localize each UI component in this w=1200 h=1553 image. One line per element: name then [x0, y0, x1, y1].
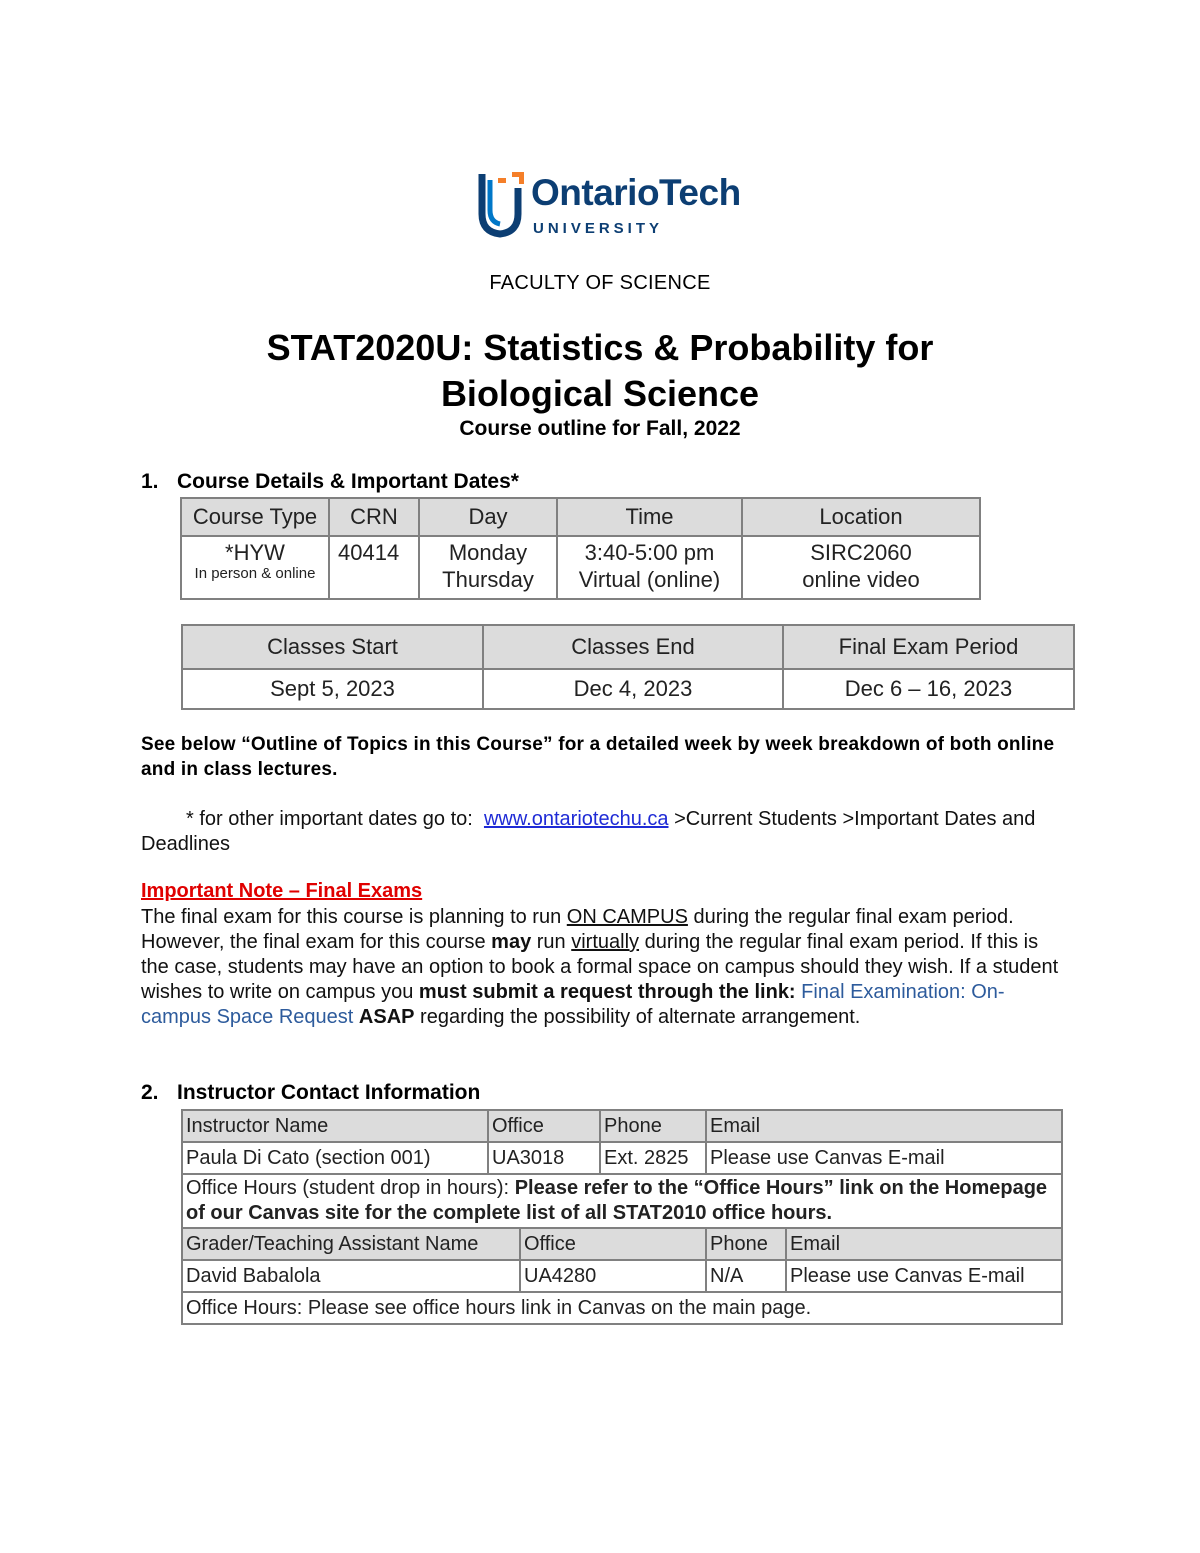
header-crn: CRN: [329, 498, 419, 536]
other-dates-suffix: >Current Students >Important Dates and Deadlines: [141, 808, 1036, 855]
final-exam-space-request-link[interactable]: Final Examination: On-campus Space Request: [141, 981, 1005, 1028]
ta-phone: N/A: [706, 1260, 786, 1292]
time-2: Virtual (online): [578, 567, 721, 592]
instructor-name: Paula Di Cato (section 001): [182, 1142, 488, 1174]
instructor-table: [181, 1109, 1063, 1325]
ontariotechu-link[interactable]: www.ontariotechu.ca: [483, 808, 669, 830]
time-1: 3:40-5:00 pm: [584, 540, 715, 565]
header-phone: Phone: [600, 1110, 706, 1142]
header-email: Email: [706, 1110, 1062, 1142]
virtually-text: virtually: [571, 931, 640, 953]
header-ta-email: Email: [786, 1228, 1062, 1260]
dates-header-row: [182, 625, 1074, 669]
section-1-heading: [141, 470, 519, 494]
header-classes-start: Classes Start: [182, 625, 483, 669]
cell-course-type: [181, 536, 329, 599]
section-2-number: 2.: [141, 1081, 159, 1104]
value-final-exam-period: Dec 6 – 16, 2023: [783, 669, 1074, 709]
instructor-header-row: [182, 1110, 1062, 1142]
important-note-heading: Important Note – Final Exams: [141, 880, 423, 902]
faculty-heading: FACULTY OF SCIENCE: [489, 272, 711, 294]
dates-table: [181, 624, 1075, 710]
course-subtitle: Course outline for Fall, 2022: [459, 417, 741, 440]
final-text-5: regarding the possibility of alternate arrangement.: [420, 1006, 861, 1028]
cell-location: [742, 536, 980, 599]
final-text-1: The final exam for this course is planning to run: [141, 906, 562, 928]
header-classes-end: Classes End: [483, 625, 783, 669]
ontario-tech-logo: [476, 170, 741, 242]
course-title-line1: STAT2020U: Statistics & Probability for: [266, 327, 934, 368]
course-details-header-row: [181, 498, 980, 536]
header-ta-phone: Phone: [706, 1228, 786, 1260]
final-text-2: during the regular final exam period. However, the final exam for this course: [141, 906, 1014, 953]
logo-wordmark: OntarioTech: [531, 172, 741, 213]
final-text-4: during the regular final exam period. If this is the case, students may have an option to book a formal space on campus should they wish. If a student wishes to write on campus you: [141, 931, 1059, 1003]
on-campus-text: ON CAMPUS: [566, 906, 688, 928]
see-below-note: See below “Outline of Topics in this Course” for a detailed week by week breakdown of both online and in class lectures.: [141, 734, 1055, 780]
ta-office-hours: Office Hours: Please see office hours link in Canvas on the main page.: [182, 1292, 1062, 1324]
cell-time: [557, 536, 742, 599]
header-course-type: Course Type: [181, 498, 329, 536]
day-2: Thursday: [442, 567, 534, 592]
other-dates-note: [141, 807, 1041, 857]
section-2-heading: [141, 1081, 480, 1105]
asap-text: ASAP: [358, 1006, 415, 1028]
instructor-office-hours-row: [182, 1174, 1062, 1228]
other-dates-prefix: * for other important dates go to:: [186, 808, 473, 830]
ta-header-row: [182, 1228, 1062, 1260]
instructor-phone: Ext. 2825: [600, 1142, 706, 1174]
logo-mark-icon: [476, 170, 528, 240]
instructor-office: UA3018: [488, 1142, 600, 1174]
value-classes-start: Sept 5, 2023: [182, 669, 483, 709]
header-office: Office: [488, 1110, 600, 1142]
dates-row: [182, 669, 1074, 709]
header-day: Day: [419, 498, 557, 536]
may-text: may: [491, 931, 532, 953]
value-classes-end: Dec 4, 2023: [483, 669, 783, 709]
section-1-number: 1.: [141, 470, 159, 493]
instructor-email: Please use Canvas E-mail: [706, 1142, 1062, 1174]
cell-crn: 40414: [329, 536, 419, 599]
cell-day: [419, 536, 557, 599]
final-text-3: run: [536, 931, 566, 953]
course-type-sub: In person & online: [194, 565, 316, 582]
ta-office-hours-row: [182, 1292, 1062, 1324]
location-1: SIRC2060: [810, 540, 912, 565]
ta-office: UA4280: [520, 1260, 706, 1292]
office-hours-bold: Please refer to the “Office Hours” link on the Homepage of our Canvas site for the complete list of all STAT2010 office hours.: [186, 1177, 1048, 1224]
header-ta-name: Grader/Teaching Assistant Name: [182, 1228, 520, 1260]
instructor-office-hours: [182, 1174, 1062, 1228]
office-hours-prefix: Office Hours (student drop in hours):: [186, 1177, 510, 1199]
header-location: Location: [742, 498, 980, 536]
section-2-title: Instructor Contact Information: [177, 1081, 481, 1104]
header-final-exam-period: Final Exam Period: [783, 625, 1074, 669]
day-1: Monday: [448, 540, 528, 565]
must-submit-text: must submit a request through the link:: [418, 981, 796, 1003]
section-1-title: Course Details & Important Dates*: [177, 470, 519, 493]
logo-subtitle: UNIVERSITY: [533, 220, 664, 237]
ta-row: [182, 1260, 1062, 1292]
location-2: online video: [802, 567, 920, 592]
course-title-line2: Biological Science: [440, 373, 760, 414]
course-title: [0, 325, 1200, 417]
header-instructor-name: Instructor Name: [182, 1110, 488, 1142]
instructor-row: [182, 1142, 1062, 1174]
ta-email: Please use Canvas E-mail: [786, 1260, 1062, 1292]
final-exam-paragraph: [141, 905, 1061, 1030]
course-details-row: [181, 536, 980, 599]
header-time: Time: [557, 498, 742, 536]
course-details-table: [180, 497, 981, 600]
ta-name: David Babalola: [182, 1260, 520, 1292]
course-type-main: *HYW: [225, 540, 285, 565]
header-ta-office: Office: [520, 1228, 706, 1260]
